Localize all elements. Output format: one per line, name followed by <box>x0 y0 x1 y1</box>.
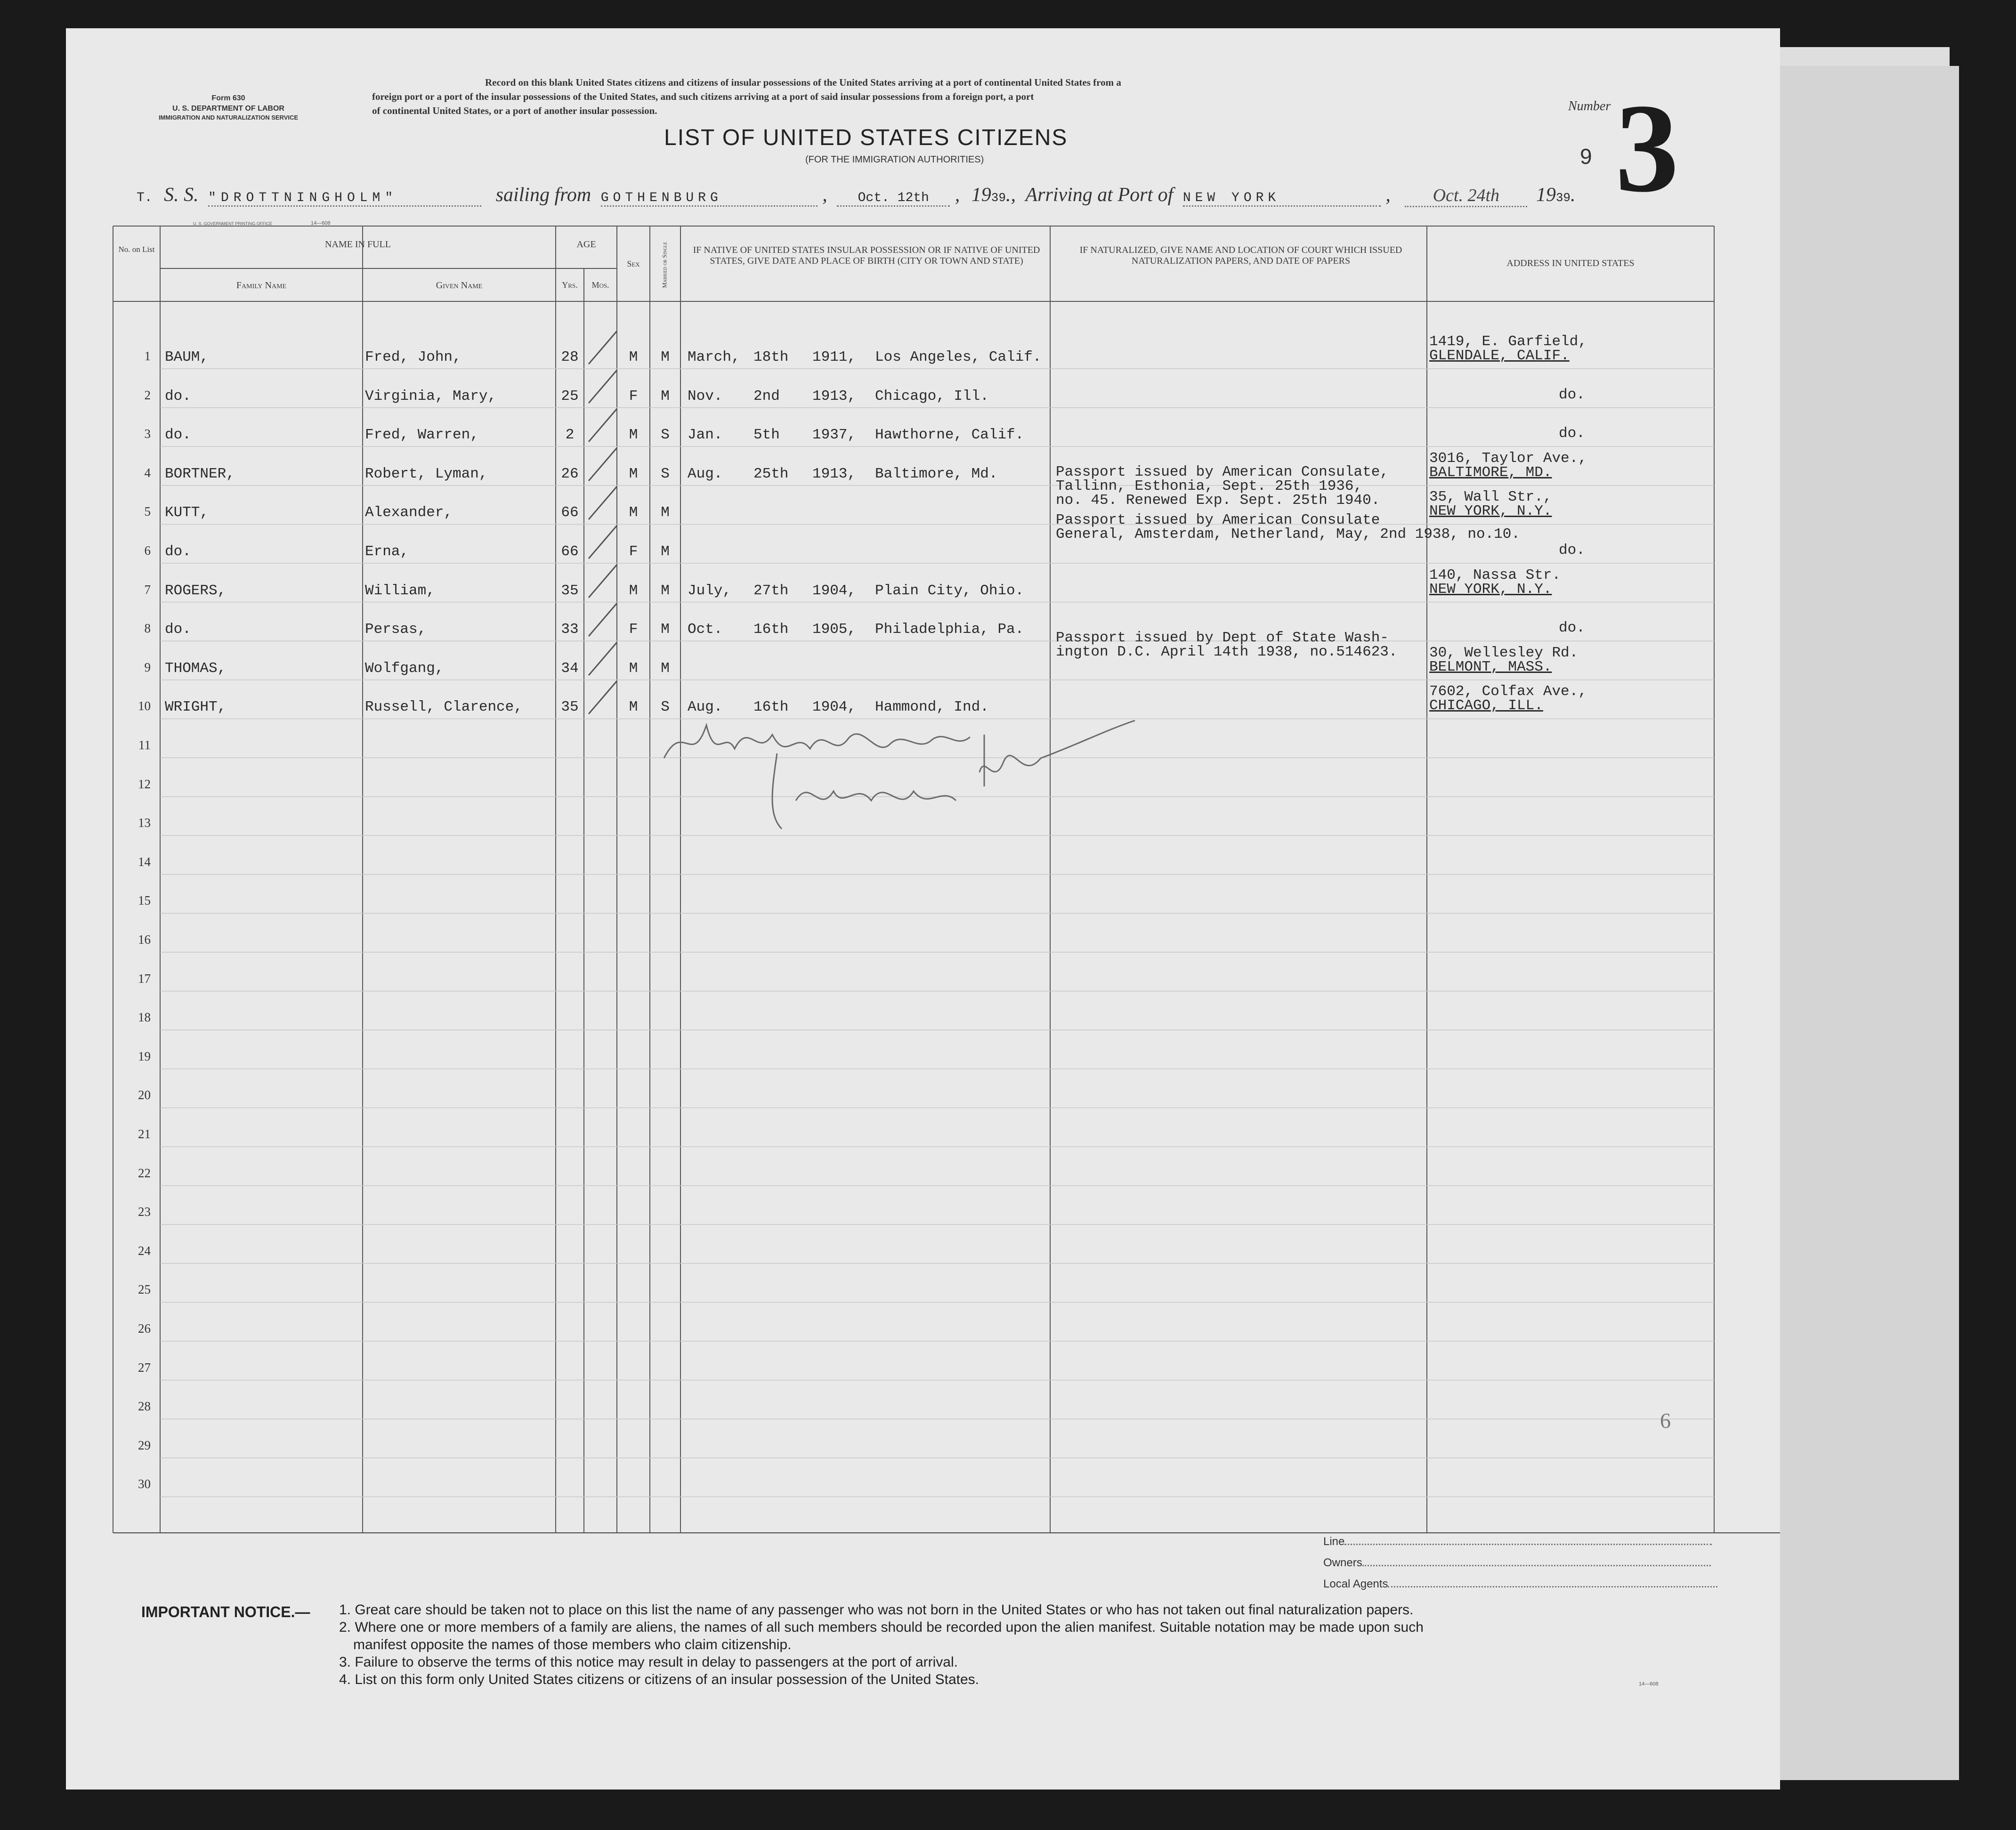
year-prefix: 19 <box>1536 184 1556 206</box>
row-number: 14 <box>138 854 151 869</box>
check-mark <box>584 599 622 641</box>
notice-item: 3. Failure to observe the terms of this notice may result in delay to passengers at the port of arrival. <box>339 1654 958 1670</box>
check-mark <box>584 521 622 563</box>
marital-status: S <box>661 699 670 716</box>
family-name: do. <box>165 543 191 560</box>
col-birth: IF NATIVE OF UNITED STATES INSULAR POSSESSION OR IF NATIVE OF UNITED STATES, GIVE DATE AND PLACE OF BIRTH (CITY OR TOWN AND STATE) <box>693 245 1040 266</box>
col-sex: Sex <box>627 259 640 268</box>
address-line1: 3016, Taylor Ave., <box>1429 450 1587 467</box>
address <box>1429 646 1578 674</box>
check-mark <box>584 482 622 524</box>
birth-year: 1911, <box>812 349 857 365</box>
notice-list <box>339 1601 1424 1688</box>
given-name: Fred, Warren, <box>365 427 479 444</box>
age-years: 28 <box>561 349 579 365</box>
row-number: 18 <box>138 1010 151 1025</box>
voyage-prefix: T. <box>137 191 153 205</box>
ss-label: S. S. <box>164 184 199 206</box>
row-number: 26 <box>138 1321 151 1336</box>
row-number: 6 <box>144 543 151 558</box>
address <box>1429 685 1587 713</box>
sex: M <box>629 660 638 677</box>
row-number: 29 <box>138 1438 151 1452</box>
arrival-port: NEW YORK <box>1183 191 1381 207</box>
sailing-year: 39 <box>991 191 1006 205</box>
list-subnumber: 9 <box>1580 144 1592 169</box>
instruction-line: of continental United States, or a port of another insular possession. <box>372 105 657 116</box>
row-number: 23 <box>138 1205 151 1219</box>
naturalization-note <box>1056 465 1389 508</box>
marital-status: M <box>661 349 670 365</box>
check-mark <box>584 638 622 680</box>
sex: M <box>629 427 638 444</box>
row-number: 24 <box>138 1243 151 1258</box>
given-name: Wolfgang, <box>365 660 444 677</box>
col-family-name: Family Name <box>236 280 287 291</box>
age-years: 2 <box>565 427 575 444</box>
given-name: Alexander, <box>365 504 453 521</box>
row-number: 8 <box>144 621 151 636</box>
birth-month: Aug. <box>688 699 723 716</box>
col-yrs: Yrs. <box>562 280 578 290</box>
bottom-code: 14—608 <box>1639 1681 1659 1687</box>
col-age: AGE <box>576 239 596 250</box>
note-line: Passport issued by American Consulate, <box>1056 464 1389 480</box>
sex: M <box>629 465 638 482</box>
address-line1: 1419, E. Garfield, <box>1429 333 1587 350</box>
sex: M <box>629 504 638 521</box>
family-name: do. <box>165 388 191 405</box>
family-name: KUTT, <box>165 504 209 521</box>
given-name: Robert, Lyman, <box>365 465 488 482</box>
row-number: 16 <box>138 932 151 947</box>
birth-month: Nov. <box>688 388 723 405</box>
birth-year: 1904, <box>812 699 857 716</box>
family-name: do. <box>165 621 191 638</box>
form-subtitle: (FOR THE IMMIGRATION AUTHORITIES) <box>805 154 984 165</box>
handwritten-signature <box>655 692 1267 848</box>
marital-status: M <box>661 621 670 638</box>
row-number: 5 <box>144 504 151 519</box>
marital-status: S <box>661 427 670 444</box>
check-mark <box>584 443 622 486</box>
instruction-line: foreign port or a port of the insular possessions of the United States, and such citizens arriving at a port of said insular possessions from a foreign port, a port <box>372 91 1034 102</box>
address-line1: do. <box>1559 386 1585 403</box>
sex: F <box>629 388 638 405</box>
address <box>1429 568 1561 597</box>
voyage-line: T. S. S. "DROTTNINGHOLM" sailing from GOTHENBURG , Oct. 12th , 1939., Arriving at Port of NEW YORK , Oct. 24th 1939. <box>137 184 1576 207</box>
address <box>1559 543 1585 558</box>
age-years: 34 <box>561 660 579 677</box>
birth-year: 1913, <box>812 388 857 405</box>
birth-month: July, <box>688 582 732 599</box>
birth-day: 27th <box>753 582 789 599</box>
check-mark <box>584 404 622 446</box>
col-naturalized: IF NATURALIZED, GIVE NAME AND LOCATION OF COURT WHICH ISSUED NATURALIZATION PAPERS, AND DATE OF PAPERS <box>1079 245 1402 266</box>
address-line2: NEW YORK, N.Y. <box>1429 581 1552 598</box>
birth-day: 25th <box>753 465 789 482</box>
col-given-name: Given Name <box>436 280 483 291</box>
address-line2: CHICAGO, ILL. <box>1429 697 1543 714</box>
col-name-in-full: NAME IN FULL <box>325 239 391 250</box>
address-line1: do. <box>1559 542 1585 559</box>
birth-day: 2nd <box>753 388 780 405</box>
note-line: no. 45. Renewed Exp. Sept. 25th 1940. <box>1056 492 1380 509</box>
family-name: THOMAS, <box>165 660 227 677</box>
naturalization-note <box>1056 631 1398 659</box>
address-line1: 7602, Colfax Ave., <box>1429 683 1587 700</box>
notice-item: 2. Where one or more members of a family are aliens, the names of all such members should be recorded upon the alien manifest. Suitable notation may be made upon such <box>339 1619 1424 1635</box>
sex: M <box>629 349 638 365</box>
row-number: 17 <box>138 971 151 986</box>
address-line2: BELMONT, MASS. <box>1429 658 1552 675</box>
row-number: 7 <box>144 582 151 597</box>
check-mark <box>584 676 622 719</box>
manifest-sheet <box>66 28 1780 1790</box>
birth-day: 5th <box>753 427 780 444</box>
form-title: LIST OF UNITED STATES CITIZENS <box>664 125 1068 150</box>
note-line: Tallinn, Esthonia, Sept. 25th 1936, <box>1056 478 1363 494</box>
row-number: 21 <box>138 1127 151 1141</box>
col-married-single: Married or Single <box>661 242 668 288</box>
row-number: 10 <box>138 699 151 713</box>
col-mos: Mos. <box>591 280 609 290</box>
birth-year: 1905, <box>812 621 857 638</box>
marital-status: M <box>661 660 670 677</box>
form-number: Form 630 <box>211 94 245 102</box>
check-mark <box>584 365 622 408</box>
birth-day: 16th <box>753 621 789 638</box>
agents-label: Local Agents <box>1323 1578 1388 1590</box>
address <box>1559 427 1585 441</box>
birth-month: March, <box>688 349 740 365</box>
number-label: Number <box>1568 99 1611 113</box>
birth-month: Jan. <box>688 427 723 444</box>
list-number: 3 <box>1615 78 1679 219</box>
line-field <box>1323 1535 1712 1548</box>
notice-item: manifest opposite the names of those members who claim citizenship. <box>353 1637 792 1652</box>
marital-status: S <box>661 465 670 482</box>
row-number: 22 <box>138 1166 151 1180</box>
departure-port: GOTHENBURG <box>601 191 818 207</box>
note-line: Passport issued by American Consulate <box>1056 512 1380 528</box>
address-line1: do. <box>1559 425 1585 442</box>
birth-day: 18th <box>753 349 789 365</box>
ship-name: "DROTTNINGHOLM" <box>208 191 481 207</box>
row-number: 3 <box>144 427 151 441</box>
row-number: 15 <box>138 893 151 908</box>
marital-status: M <box>661 388 670 405</box>
family-name: do. <box>165 427 191 444</box>
given-name: Russell, Clarence, <box>365 699 523 716</box>
note-line: General, Amsterdam, Netherland, May, 2nd 1938, no.10. <box>1056 526 1520 543</box>
printing-code: 14—608 <box>311 220 331 226</box>
birth-day: 16th <box>753 699 789 716</box>
row-number: 19 <box>138 1049 151 1063</box>
given-name: Erna, <box>365 543 409 560</box>
sex: F <box>629 543 638 560</box>
page-mark: 6 <box>1660 1409 1671 1433</box>
birth-place: Los Angeles, Calif. <box>875 349 1042 365</box>
printing-office: U. S. GOVERNMENT PRINTING OFFICE <box>193 221 272 226</box>
line-label: Line <box>1323 1535 1345 1548</box>
sex: M <box>629 582 638 599</box>
row-number: 11 <box>138 738 151 752</box>
arriving-label: Arriving at Port of <box>1025 184 1174 206</box>
birth-month: Oct. <box>688 621 723 638</box>
birth-place: Hawthorne, Calif. <box>875 427 1024 444</box>
marital-status: M <box>661 543 670 560</box>
birth-place: Plain City, Ohio. <box>875 582 1024 599</box>
age-years: 66 <box>561 504 579 521</box>
department: U. S. DEPARTMENT OF LABOR <box>172 105 284 113</box>
birth-place: Baltimore, Md. <box>875 465 998 482</box>
birth-year: 1904, <box>812 582 857 599</box>
sailing-from-label: sailing from <box>495 184 591 206</box>
age-years: 35 <box>561 699 579 716</box>
given-name: Persas, <box>365 621 427 638</box>
given-name: William, <box>365 582 435 599</box>
address <box>1429 335 1587 363</box>
col-no: No. on List <box>118 245 155 254</box>
owners-label: Owners <box>1323 1556 1362 1569</box>
birth-year: 1937, <box>812 427 857 444</box>
birth-month: Aug. <box>688 465 723 482</box>
given-name: Virginia, Mary, <box>365 388 497 405</box>
row-number: 9 <box>144 660 151 674</box>
sailing-date: Oct. 12th <box>837 191 950 207</box>
family-name: BORTNER, <box>165 465 235 482</box>
row-number: 27 <box>138 1360 151 1375</box>
sex: F <box>629 621 638 638</box>
address-line1: 140, Nassa Str. <box>1429 567 1561 583</box>
address <box>1559 621 1585 635</box>
marital-status: M <box>661 504 670 521</box>
row-number: 28 <box>138 1399 151 1414</box>
birth-place: Chicago, Ill. <box>875 388 989 405</box>
col-address: ADDRESS IN UNITED STATES <box>1506 258 1635 268</box>
marital-status: M <box>661 582 670 599</box>
row-number: 13 <box>138 816 151 830</box>
service: IMMIGRATION AND NATURALIZATION SERVICE <box>158 114 299 121</box>
address <box>1429 452 1587 480</box>
sex: M <box>629 699 638 716</box>
birth-place: Philadelphia, Pa. <box>875 621 1024 638</box>
row-number: 20 <box>138 1088 151 1102</box>
birth-year: 1913, <box>812 465 857 482</box>
check-mark <box>584 326 622 369</box>
notice-item: 4. List on this form only United States citizens or citizens of an insular possession of the United States. <box>339 1672 980 1687</box>
arrival-year: 39 <box>1555 191 1571 205</box>
age-years: 33 <box>561 621 579 638</box>
row-number: 30 <box>138 1477 151 1491</box>
back-sheet <box>1771 66 1959 1780</box>
arrival-date: Oct. 24th <box>1405 185 1527 207</box>
row-number: 12 <box>138 777 151 791</box>
naturalization-note <box>1056 513 1520 542</box>
row-number: 1 <box>144 349 151 363</box>
check-mark <box>584 560 622 602</box>
address-line2: NEW YORK, N.Y. <box>1429 503 1552 520</box>
family-name: ROGERS, <box>165 582 227 599</box>
instruction-line: Record on this blank United States citizens and citizens of insular possessions of the United States arriving at a port of continental United States from a <box>485 77 1121 88</box>
address-line2: BALTIMORE, MD. <box>1429 464 1552 481</box>
age-years: 25 <box>561 388 579 405</box>
row-number: 25 <box>138 1282 151 1297</box>
owners-field <box>1323 1556 1711 1570</box>
address <box>1559 388 1585 402</box>
address-line2: GLENDALE, CALIF. <box>1429 348 1570 364</box>
notice-title: IMPORTANT NOTICE.— <box>141 1603 310 1620</box>
note-line: Passport issued by Dept of State Wash- <box>1056 630 1389 646</box>
row-number: 2 <box>144 388 151 402</box>
age-years: 35 <box>561 582 579 599</box>
agents-field <box>1323 1578 1717 1591</box>
table-grid <box>66 28 1780 1790</box>
year-prefix: 19 <box>971 184 991 206</box>
family-name: BAUM, <box>165 349 209 365</box>
address-line1: 35, Wall Str., <box>1429 489 1552 506</box>
address-line1: 30, Wellesley Rd. <box>1429 644 1579 661</box>
address-line1: do. <box>1559 620 1585 637</box>
given-name: Fred, John, <box>365 349 461 365</box>
family-name: WRIGHT, <box>165 699 227 716</box>
note-line: ington D.C. April 14th 1938, no.514623. <box>1056 644 1398 660</box>
row-number: 4 <box>144 465 151 480</box>
notice-item: 1. Great care should be taken not to place on this list the name of any passenger who was not born in the United States or who has not taken out final naturalization papers. <box>339 1602 1414 1618</box>
age-years: 66 <box>561 543 579 560</box>
birth-place: Hammond, Ind. <box>875 699 989 716</box>
age-years: 26 <box>561 465 579 482</box>
